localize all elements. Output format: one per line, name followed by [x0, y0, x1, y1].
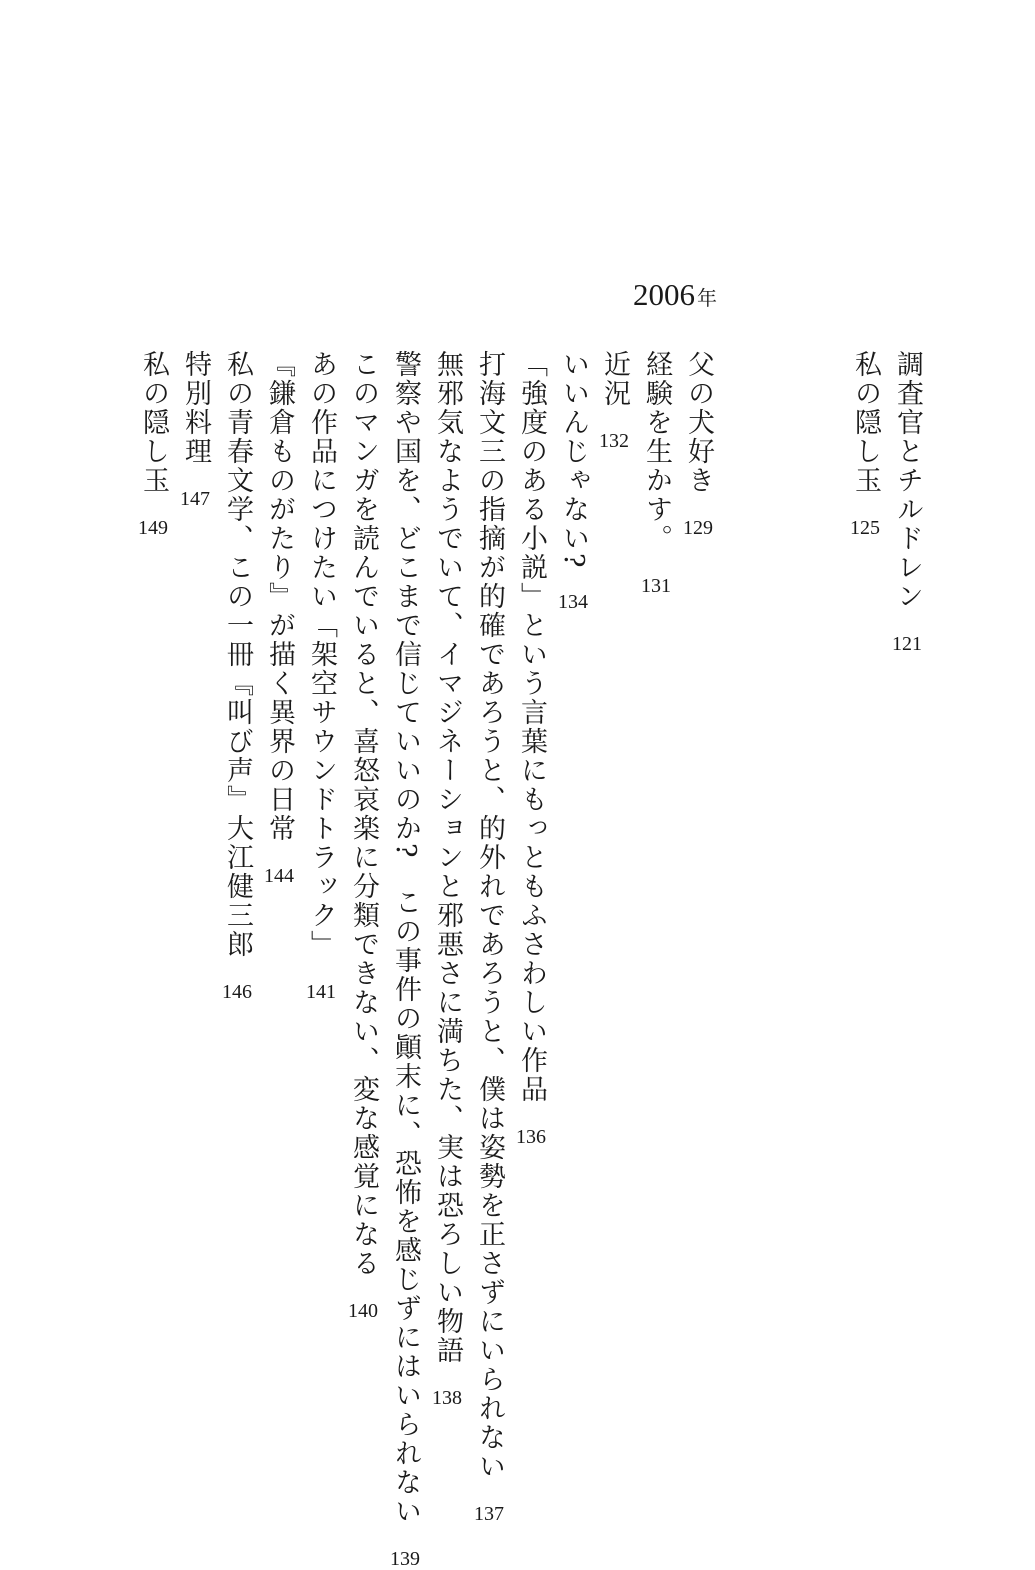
toc-entry: [388, 350, 422, 1570]
year-heading: [633, 277, 717, 313]
toc-entry-title: 調査官とチルドレン: [892, 350, 923, 611]
toc-entry-page: 141: [306, 981, 336, 1003]
toc-entry-page: 132: [599, 430, 629, 452]
toc-entry-page: 137: [474, 1503, 504, 1525]
toc-entry: [178, 350, 212, 510]
toc-entry-title: 父の犬好き: [683, 350, 714, 495]
toc-entry: [597, 350, 631, 452]
toc-entry: [262, 350, 296, 887]
toc-entry-title: いいんじゃない?: [558, 350, 589, 570]
toc-entry-page: 125: [850, 517, 880, 539]
toc-entry-page: 139: [390, 1548, 420, 1570]
toc-entry-page: 140: [348, 1300, 378, 1322]
toc-entry-title: 打海文三の指摘が的確であろうと、的外れであろうと、僕は姿勢を正さずにいられない: [474, 350, 505, 1481]
toc-entry-title: あの作品につけたい「架空サウンドトラック」: [306, 350, 337, 959]
toc-entry-title: 特別料理: [180, 350, 211, 466]
toc-entry-title: 私の青春文学、この一冊『叫び声』大江健三郎: [222, 350, 253, 959]
toc-entry-title: このマンガを読んでいると、喜怒哀楽に分類できない、変な感覚になる: [348, 350, 379, 1278]
toc-entry-page: 121: [892, 633, 922, 655]
toc-entry-title: 警察や国を、どこまで信じていいのか? この事件の顚末に、恐怖を感じずにはいられない: [390, 350, 421, 1527]
year-unit: 年: [697, 288, 717, 310]
toc-entry: [848, 350, 882, 539]
toc-entry: [220, 350, 254, 1003]
toc-entry: [681, 350, 715, 539]
toc-entry: [136, 350, 170, 539]
toc-entry-page: 147: [180, 488, 210, 510]
toc-entry-page: 144: [264, 865, 294, 887]
toc-entry-page: 146: [222, 981, 252, 1003]
toc-entry-title: 近況: [599, 350, 630, 408]
toc-entry-title: 『鎌倉ものがたり』が描く異界の日常: [264, 350, 295, 843]
toc-entry-page: 149: [138, 517, 168, 539]
toc-entry: [890, 350, 924, 655]
toc-entry-page: 134: [558, 591, 588, 614]
toc-entry: [304, 350, 338, 1003]
toc-entry-title: 私の隠し玉: [850, 350, 881, 495]
toc-entry-page: 136: [516, 1126, 546, 1148]
toc-entry: [639, 350, 673, 597]
toc-entry: [430, 350, 464, 1409]
toc-entry-title: 経験を生かす。: [641, 350, 672, 553]
toc-entry: [346, 350, 380, 1322]
toc-entry-title: 「強度のある小説」という言葉にもっともふさわしい作品: [516, 350, 547, 1104]
toc-entry-title: 私の隠し玉: [138, 350, 169, 495]
toc-entry-page: 131: [641, 575, 671, 597]
toc-entry-title: 無邪気なようでいて、イマジネーションと邪悪さに満ちた、実は恐ろしい物語: [432, 350, 463, 1365]
toc-entry: [514, 350, 548, 1148]
toc-entry-page: 129: [683, 517, 713, 539]
toc-entry: [556, 350, 590, 613]
toc-entry: [472, 350, 506, 1525]
year-number: 2006: [633, 277, 695, 312]
toc-entry-page: 138: [432, 1387, 462, 1409]
